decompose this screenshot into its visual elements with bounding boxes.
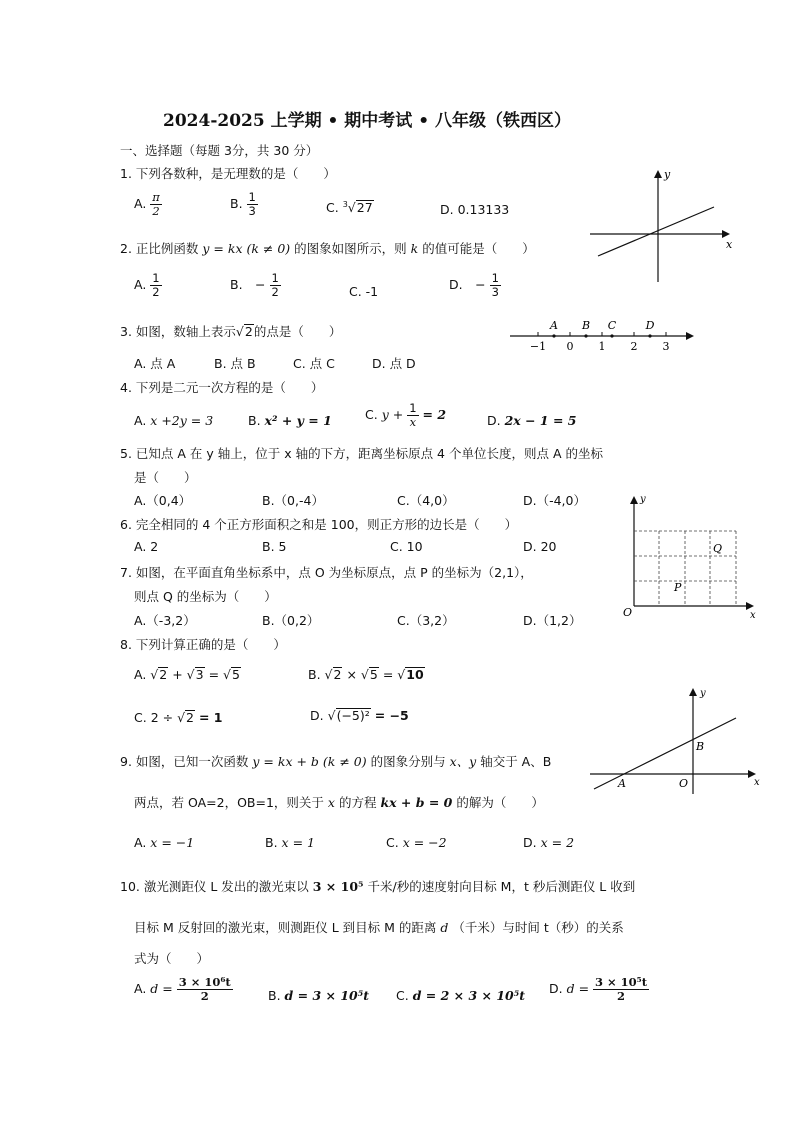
- x-axis-label: x: [726, 238, 733, 251]
- equation-part: = 1: [198, 710, 223, 725]
- option-label: D.: [523, 835, 537, 850]
- q6-option-a: A. 2: [134, 539, 159, 554]
- option-label: A.: [134, 667, 147, 682]
- equation-part: y +: [381, 407, 404, 423]
- equation: 2x − 1 = 5: [504, 413, 577, 428]
- option-label: A.: [134, 413, 147, 428]
- radicand: 2: [186, 710, 194, 725]
- q10-option-a: [134, 976, 233, 1003]
- q10-stem-line3: 式为（ ）: [134, 951, 210, 966]
- q7-option-c: C.（3,2）: [397, 613, 455, 628]
- q6-stem: 6. 完全相同的 4 个正方形面积之和是 100，则正方形的边长是（ ）: [120, 517, 518, 532]
- y-axis-label: y: [700, 688, 706, 699]
- operator: ×: [346, 667, 357, 682]
- option-label: C.: [396, 988, 409, 1003]
- q8-option-a: A. √2 + √3 = √5: [134, 667, 240, 682]
- option-label: B.: [248, 413, 261, 428]
- option-label: B.: [268, 988, 281, 1003]
- q9-option-c: [386, 835, 447, 850]
- radicand: 5: [369, 667, 378, 682]
- q7-stem-line1: 7. 如图，在平面直角坐标系中，点 O 为坐标原点，点 P 的坐标为（2,1），: [120, 565, 533, 580]
- radicand: 10: [406, 667, 424, 682]
- q5-stem-line2: 是（ ）: [134, 470, 197, 485]
- q9-option-b: [265, 835, 315, 850]
- q4-option-d: [487, 413, 577, 428]
- option-label: D. −: [449, 277, 486, 293]
- option-label: C.: [134, 710, 147, 725]
- number-line-point: [552, 334, 555, 337]
- figure-q3-number-line: [510, 318, 696, 354]
- stem-text: 的图象如图所示，则: [294, 241, 407, 256]
- page-title: 2024-2025 上学期 • 期中考试 • 八年级（铁西区）: [163, 111, 572, 131]
- equation: x = −2: [402, 835, 447, 850]
- stem-text: 9. 如图，已知一次函数: [120, 754, 249, 769]
- numerator: π: [152, 190, 160, 204]
- stem-text: 两点，若 OA=2，OB=1，则关于: [134, 795, 324, 810]
- point-p-label: P: [674, 581, 682, 594]
- origin-label: O: [623, 606, 633, 619]
- q2-option-c: C. -1: [349, 284, 379, 299]
- equation: 3 × 10⁵: [312, 879, 364, 894]
- point-a-label: A: [618, 777, 626, 790]
- variable: x: [327, 795, 335, 810]
- operator: =: [382, 667, 394, 682]
- q3-option-b: B. 点 B: [214, 356, 256, 371]
- section-heading: 一、选择题（每题 3分，共 30 分）: [120, 143, 319, 158]
- numerator: 3 × 10⁵t: [595, 975, 648, 989]
- equation: d = 3 × 10⁵t: [284, 988, 369, 1003]
- number-line-point: [584, 334, 587, 337]
- option-label: B. −: [230, 277, 266, 293]
- number-line-tick-label: 1: [598, 340, 606, 353]
- q6-option-b: B. 5: [262, 539, 287, 554]
- number-line-point-label: C: [607, 319, 617, 332]
- radicand: 2: [333, 667, 342, 682]
- y-axis-label: y: [664, 168, 671, 181]
- q3-option-a: A. 点 A: [134, 356, 176, 371]
- q4-stem: 4. 下列是二元一次方程的是（ ）: [120, 380, 324, 395]
- numerator: 3 × 10⁶t: [178, 975, 231, 989]
- stem-text: 目标 M 反射回的激光束，则测距仪 L 到目标 M 的距离: [134, 920, 437, 935]
- q9-option-d: [523, 835, 574, 850]
- option-label: A.: [134, 277, 147, 293]
- numerator: 1: [271, 271, 279, 285]
- q3-option-c: C. 点 C: [293, 356, 335, 371]
- q5-stem-line1: 5. 已知点 A 在 y 轴上，位于 x 轴的下方，距离坐标原点 4 个单位长度，则点 A 的坐标: [120, 446, 603, 461]
- radicand: 2: [244, 324, 253, 339]
- equation: y = kx (k ≠ 0): [202, 241, 291, 256]
- q4-option-c: [365, 402, 446, 429]
- q9-option-a: [134, 835, 194, 850]
- numerator: 1: [152, 271, 160, 285]
- q8-stem: 8. 下列计算正确的是（ ）: [120, 637, 286, 652]
- numerator: 1: [409, 401, 417, 415]
- radicand: 3: [195, 667, 204, 682]
- equation: x² + y = 1: [264, 413, 332, 428]
- q5-option-c: C.（4,0）: [397, 493, 455, 508]
- stem-text: 的图象分别与: [370, 754, 446, 769]
- variable: d: [440, 920, 449, 935]
- q4-option-a: [134, 413, 213, 428]
- q1-option-a: [134, 191, 162, 218]
- denominator: 2: [152, 204, 160, 219]
- option-label: B.: [308, 667, 321, 682]
- q7-option-d: D.（1,2）: [523, 613, 582, 628]
- operator: +: [172, 667, 183, 682]
- equation: x = 1: [281, 835, 315, 850]
- q2-option-a: [134, 272, 162, 299]
- q10-stem-line2: [134, 918, 624, 936]
- q7-stem-line2: 则点 Q 的坐标为（ ）: [134, 589, 277, 604]
- q8-option-b: B. √2 × √5 = √10: [308, 667, 424, 682]
- equation: d = 2 × 3 × 10⁵t: [412, 988, 525, 1003]
- option-label: C.: [326, 200, 339, 216]
- stem-text: 10. 激光测距仪 L 发出的激光束以: [120, 879, 309, 894]
- number-line-point: [610, 334, 613, 337]
- stem-text: 的方程: [338, 795, 377, 810]
- denominator: 2: [617, 989, 626, 1004]
- root-index: 3: [342, 200, 348, 209]
- equation: x = −1: [150, 835, 195, 850]
- radicand: 5: [232, 667, 240, 682]
- stem-text: 轴交于 A、B: [480, 754, 552, 769]
- q10-stem-line1: [120, 877, 635, 895]
- number-line-tick-label: 2: [630, 340, 638, 353]
- stem-text: 的值可能是（ ）: [422, 241, 535, 256]
- number-line-tick-label: −1: [529, 340, 547, 353]
- numerator: 1: [248, 190, 256, 204]
- variables: x、y: [449, 754, 477, 769]
- number-line-tick-label: 0: [566, 340, 574, 353]
- equation-part: d =: [566, 981, 590, 997]
- figure-q7-grid: [620, 494, 760, 622]
- radicand: 27: [356, 200, 373, 216]
- point-q-label: Q: [713, 542, 723, 555]
- option-label: A.: [134, 835, 147, 850]
- point-b-label: B: [696, 740, 705, 753]
- denominator: 3: [491, 285, 499, 300]
- denominator: 3: [248, 204, 256, 219]
- number-line-point-label: B: [581, 319, 591, 332]
- stem-text: 3. 如图，数轴上表示: [120, 324, 236, 339]
- stem-text: 的点是（ ）: [253, 324, 342, 339]
- stem-text: 2. 正比例函数: [120, 241, 199, 256]
- denominator: 2: [271, 285, 279, 300]
- numerator: 1: [491, 271, 499, 285]
- q1-option-c: C. $^3$√27: [326, 200, 373, 216]
- number-line-point-label: D: [645, 319, 655, 332]
- q8-option-c: C. 2 ÷ √2 = 1: [134, 710, 223, 725]
- q2-stem: [120, 239, 535, 257]
- operator: =: [208, 667, 220, 682]
- q9-stem-line2: [134, 793, 544, 811]
- q7-option-b: B.（0,2）: [262, 613, 320, 628]
- variable: k: [410, 241, 419, 256]
- stem-text: （千米）与时间 t（秒）的关系: [452, 920, 624, 935]
- q1-stem: 1. 下列各数种，是无理数的是（ ）: [120, 166, 336, 181]
- denominator: x: [409, 415, 417, 430]
- radicand: 2: [159, 667, 168, 682]
- equation-part: = −5: [374, 708, 409, 723]
- equation: y = kx + b (k ≠ 0): [252, 754, 367, 769]
- q5-option-d: D.（-4,0）: [523, 493, 586, 508]
- equation-part: d =: [150, 981, 173, 997]
- option-label: A.: [134, 981, 147, 997]
- option-label: D.: [549, 981, 563, 997]
- number-line-tick-label: 3: [662, 340, 670, 353]
- number-line-point: [648, 334, 651, 337]
- q6-option-c: C. 10: [390, 539, 423, 554]
- option-label: D.: [487, 413, 501, 428]
- option-label: C.: [365, 407, 378, 423]
- option-label: B.: [230, 196, 243, 212]
- origin-label: O: [679, 777, 689, 790]
- q3-stem: 3. 如图，数轴上表示√2的点是（ ）: [120, 324, 342, 339]
- q9-stem-line1: [120, 752, 551, 770]
- equation-part: = 2: [422, 407, 447, 423]
- q10-option-d: [549, 976, 649, 1003]
- q4-option-b: [248, 413, 332, 428]
- equation: x = 2: [540, 835, 575, 850]
- q3-option-d: D. 点 D: [372, 356, 416, 371]
- q6-option-d: D. 20: [523, 539, 557, 554]
- radicand: (−5)²: [336, 708, 370, 723]
- option-label: A.: [134, 196, 147, 212]
- equation: kx + b = 0: [380, 795, 453, 810]
- q1-option-b: [230, 191, 258, 218]
- denominator: 2: [200, 989, 209, 1004]
- denominator: 2: [152, 285, 160, 300]
- y-axis-label: y: [640, 494, 646, 505]
- number-line-point-label: A: [550, 319, 558, 332]
- x-axis-label: x: [754, 777, 760, 788]
- equation: x +2y = 3: [150, 413, 214, 428]
- q1-option-d: D. 0.13133: [440, 202, 510, 217]
- q8-option-d: D. √(−5)² = −5: [310, 708, 409, 723]
- q10-option-c: [396, 988, 525, 1003]
- stem-text: 的解为（ ）: [456, 795, 544, 810]
- figure-q9-graph: [590, 688, 765, 796]
- x-axis-label: x: [750, 610, 756, 621]
- q10-option-b: [268, 988, 369, 1003]
- equation-part: 2 ÷: [150, 710, 174, 725]
- stem-text: 千米/秒的速度射向目标 M，t 秒后测距仪 L 收到: [367, 879, 636, 894]
- figure-q2-graph: [590, 168, 733, 285]
- q7-option-a: A.（-3,2）: [134, 613, 196, 628]
- option-label: D.: [310, 708, 324, 723]
- q5-option-b: B.（0,-4）: [262, 493, 324, 508]
- q2-option-b: [230, 272, 281, 299]
- q2-option-d: [449, 272, 501, 299]
- option-label: B.: [265, 835, 278, 850]
- q5-option-a: A.（0,4）: [134, 493, 192, 508]
- option-label: C.: [386, 835, 399, 850]
